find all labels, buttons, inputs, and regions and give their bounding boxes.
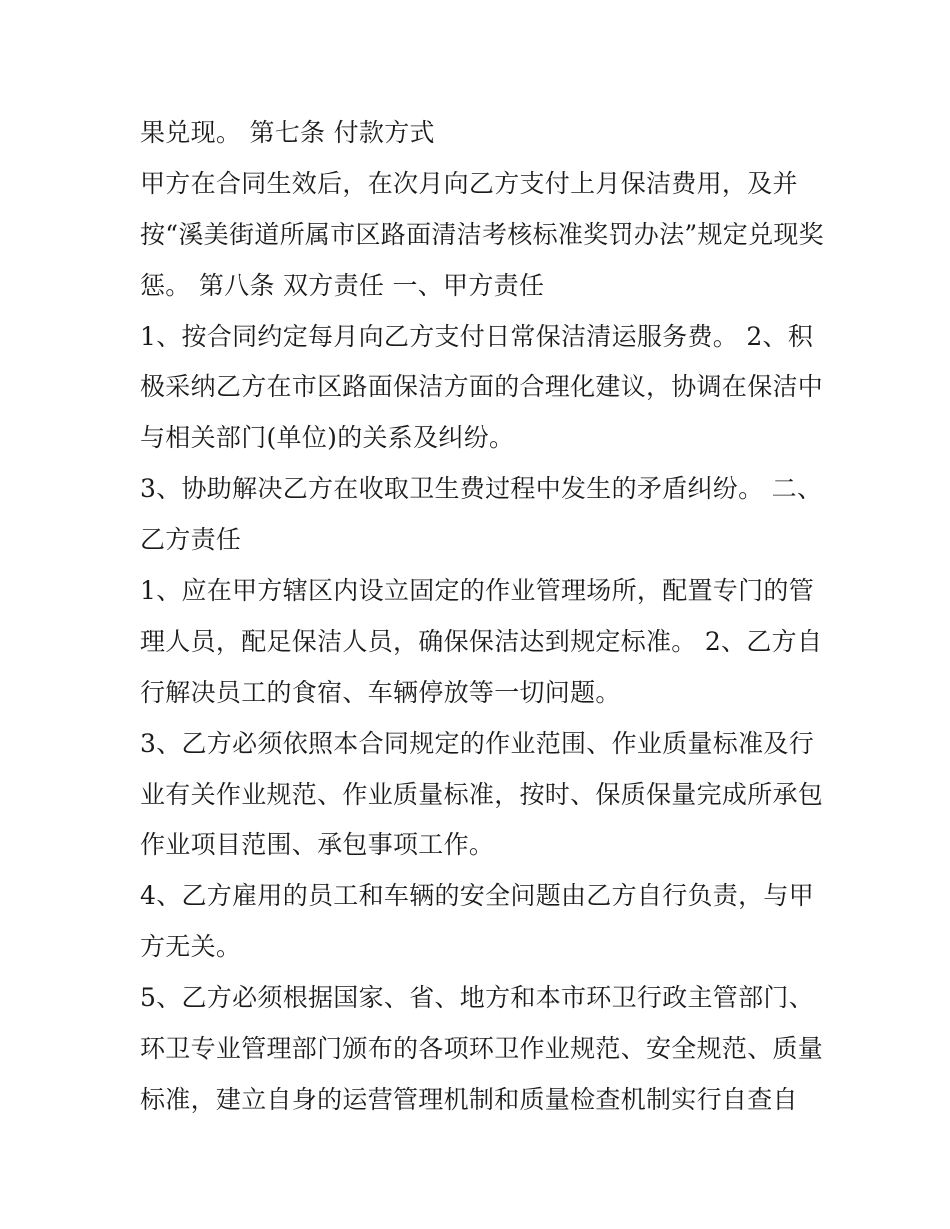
contract-text-block	[140, 108, 830, 1126]
text-line: 业有关作业规范、作业质量标准，按时、保质保量完成所承包	[140, 779, 824, 809]
text-line: 极采纳乙方在市区路面保洁方面的合理化建议，协调在保洁中	[140, 372, 824, 402]
text-line: 理人员，配足保洁人员，确保保洁达到规定标准。 2、乙方自	[140, 626, 823, 656]
text-line: 与相关部门(单位)的关系及纠纷。	[140, 423, 515, 453]
text-line: 果兑现。 第七条 付款方式	[140, 118, 435, 147]
text-line: 3、乙方必须依照本合同规定的作业范围、作业质量标准及行	[140, 728, 815, 758]
text-line: 行解决员工的食宿、车辆停放等一切问题。	[140, 677, 621, 707]
text-line: 惩。 第八条 双方责任 一、甲方责任	[140, 270, 545, 300]
text-line: 按“溪美街道所属市区路面清洁考核标准奖罚办法”规定兑现奖	[140, 219, 824, 249]
text-line: 1、应在甲方辖区内设立固定的作业管理场所，配置专门的管	[140, 576, 815, 606]
text-line: 乙方责任	[140, 525, 242, 555]
text-line: 作业项目范围、承包事项工作。	[140, 830, 495, 860]
text-line: 甲方在合同生效后，在次月向乙方支付上月保洁费用，及并	[140, 168, 798, 198]
text-line: 方无关。	[140, 932, 242, 962]
text-line: 3、协助解决乙方在收取卫生费过程中发生的矛盾纠纷。 二、	[140, 474, 823, 504]
text-line: 标准，建立自身的运营管理机制和质量检查机制实行自查自	[140, 1084, 798, 1114]
text-line: 1、按合同约定每月向乙方支付日常保洁清运服务费。 2、积	[140, 321, 814, 351]
text-line: 环卫专业管理部门颁布的各项环卫作业规范、安全规范、质量	[140, 1034, 824, 1064]
text-line: 5、乙方必须根据国家、省、地方和本市环卫行政主管部门、	[140, 983, 815, 1013]
text-line: 4、乙方雇用的员工和车辆的安全问题由乙方自行负责，与甲	[140, 881, 815, 911]
